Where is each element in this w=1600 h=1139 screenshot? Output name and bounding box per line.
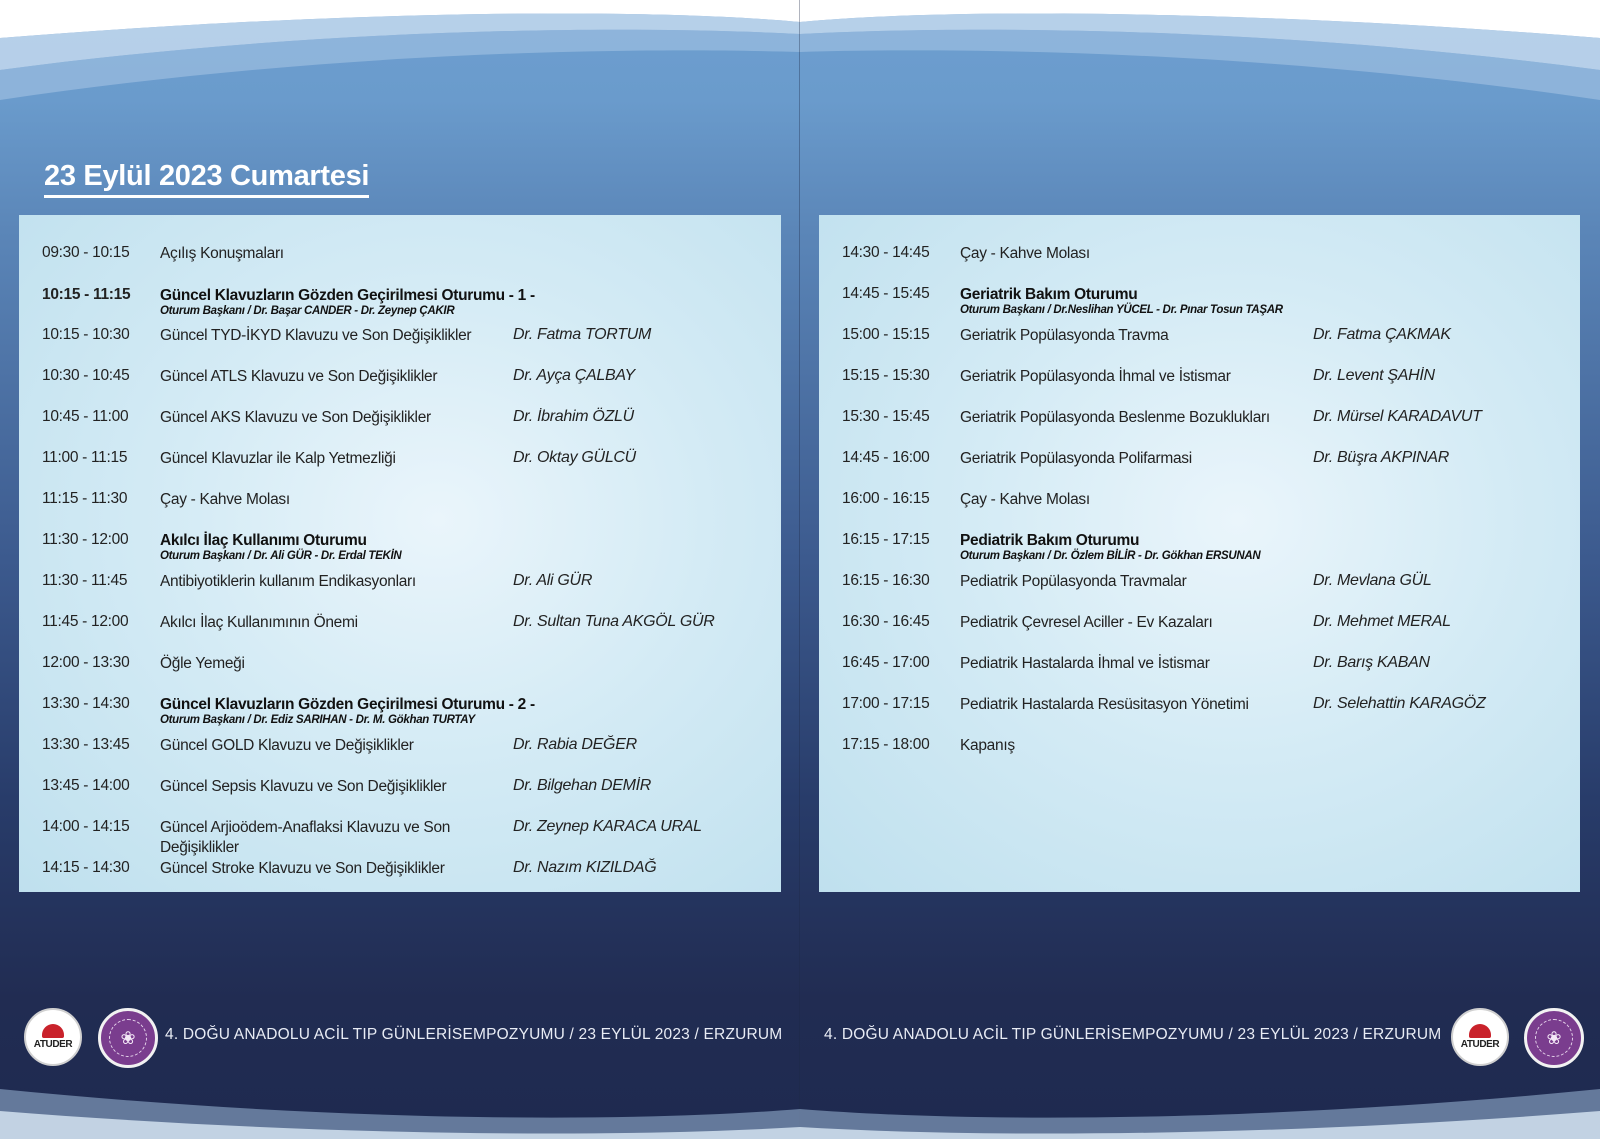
row-title: Pediatrik Çevresel Aciller - Ev Kazaları xyxy=(960,614,1213,631)
session-chair: Oturum Başkanı / Dr.Neslihan YÜCEL - Dr. Pınar Tosun TAŞAR xyxy=(960,304,1283,316)
session-chair: Oturum Başkanı / Dr. Başar CANDER - Dr. Zeynep ÇAKIR xyxy=(160,305,455,317)
row-title: Pediatrik Popülasyonda Travmalar xyxy=(960,573,1187,590)
row-title: Geriatrik Popülasyonda İhmal ve İstismar xyxy=(960,368,1231,385)
row-title: Antibiyotiklerin kullanım Endikasyonları xyxy=(160,573,416,590)
row-time: 09:30 - 10:15 xyxy=(42,244,130,261)
row-title: Güncel GOLD Klavuzu ve Değişiklikler xyxy=(160,737,414,754)
row-speaker: Dr. Büşra AKPINAR xyxy=(1313,449,1449,466)
session-title: Geriatrik Bakım Oturumu xyxy=(960,286,1138,303)
row-speaker: Dr. Sultan Tuna AKGÖL GÜR xyxy=(513,613,715,630)
row-speaker: Dr. Ayça ÇALBAY xyxy=(513,367,635,384)
session-chair: Oturum Başkanı / Dr. Ediz SARIHAN - Dr. M. Gökhan TURTAY xyxy=(160,714,475,726)
row-time: 14:00 - 14:15 xyxy=(42,818,130,835)
page-spine xyxy=(799,0,800,1139)
schedule-panel-right xyxy=(819,215,1580,892)
row-title: Pediatrik Hastalarda İhmal ve İstismar xyxy=(960,655,1210,672)
row-time: 13:45 - 14:00 xyxy=(42,777,130,794)
row-speaker: Dr. Oktay GÜLCÜ xyxy=(513,449,636,466)
row-time: 16:15 - 16:30 xyxy=(842,572,930,589)
row-time: 16:00 - 16:15 xyxy=(842,490,930,507)
atuder-mark-icon xyxy=(1469,1024,1491,1038)
row-title: Güncel Sepsis Klavuzu ve Son Değişiklikler xyxy=(160,778,447,795)
row-title: Pediatrik Hastalarda Resüsitasyon Yönetimi xyxy=(960,696,1249,713)
row-speaker: Dr. Zeynep KARACA URAL xyxy=(513,818,702,835)
row-speaker: Dr. Ali GÜR xyxy=(513,572,593,589)
row-speaker: Dr. Nazım KIZILDAĞ xyxy=(513,859,657,876)
row-title: Güncel Arjioödem-Anaflaksi Klavuzu ve Son Değişiklikler xyxy=(160,819,451,856)
row-title: Akılcı İlaç Kullanımının Önemi xyxy=(160,614,358,631)
row-time: 16:15 - 17:15 xyxy=(842,531,930,548)
row-time: 11:00 - 11:15 xyxy=(42,449,128,466)
atuder-logo-text: ATUDER xyxy=(1460,1039,1500,1050)
row-time: 15:00 - 15:15 xyxy=(842,326,930,343)
row-time: 13:30 - 14:30 xyxy=(42,695,130,712)
row-speaker: Dr. İbrahim ÖZLÜ xyxy=(513,408,634,425)
seal-emblem-icon: ❀ xyxy=(109,1019,147,1057)
row-time: 11:30 - 11:45 xyxy=(42,572,128,589)
row-time: 14:30 - 14:45 xyxy=(842,244,930,261)
row-title: Güncel ATLS Klavuzu ve Son Değişiklikler xyxy=(160,368,438,385)
row-speaker: Dr. Mürsel KARADAVUT xyxy=(1313,408,1482,425)
row-title: Öğle Yemeği xyxy=(160,655,245,672)
row-time: 10:15 - 11:15 xyxy=(42,286,131,303)
row-time: 15:30 - 15:45 xyxy=(842,408,930,425)
row-title: Geriatrik Popülasyonda Beslenme Bozuklukları xyxy=(960,409,1270,426)
row-title: Kapanış xyxy=(960,737,1015,754)
row-title: Güncel Klavuzlar ile Kalp Yetmezliği xyxy=(160,450,396,467)
row-speaker: Dr. Selehattin KARAGÖZ xyxy=(1313,695,1486,712)
footer-event-text-right: 4. DOĞU ANADOLU ACİL TIP GÜNLERİSEMPOZYUMU / 23 EYLÜL 2023 / ERZURUM xyxy=(824,1026,1442,1043)
bottom-decorative-curve xyxy=(0,1049,1600,1139)
row-time: 13:30 - 13:45 xyxy=(42,736,130,753)
schedule-panel-left xyxy=(19,215,781,892)
session-chair: Oturum Başkanı / Dr. Özlem BİLİR - Dr. Gökhan ERSUNAN xyxy=(960,550,1261,562)
session-chair: Oturum Başkanı / Dr. Ali GÜR - Dr. Erdal TEKİN xyxy=(160,550,402,562)
row-title: Güncel TYD-İKYD Klavuzu ve Son Değişiklikler xyxy=(160,327,472,344)
row-time: 10:45 - 11:00 xyxy=(42,408,129,425)
row-time: 14:15 - 14:30 xyxy=(42,859,130,876)
row-speaker: Dr. Mehmet MERAL xyxy=(1313,613,1451,630)
row-speaker: Dr. Rabia DEĞER xyxy=(513,736,637,753)
page-title: 23 Eylül 2023 Cumartesi xyxy=(44,160,369,198)
row-title: Güncel Stroke Klavuzu ve Son Değişiklikler xyxy=(160,860,445,877)
row-time: 12:00 - 13:30 xyxy=(42,654,130,671)
session-title: Güncel Klavuzların Gözden Geçirilmesi Oturumu - 2 - xyxy=(160,696,535,713)
row-title: Çay - Kahve Molası xyxy=(960,491,1090,508)
row-time: 11:30 - 12:00 xyxy=(42,531,129,548)
session-title: Pediatrik Bakım Oturumu xyxy=(960,532,1140,549)
atuder-mark-icon xyxy=(42,1024,64,1038)
row-time: 14:45 - 16:00 xyxy=(842,449,930,466)
row-speaker: Dr. Mevlana GÜL xyxy=(1313,572,1432,589)
row-speaker: Dr. Barış KABAN xyxy=(1313,654,1430,671)
row-speaker: Dr. Fatma TORTUM xyxy=(513,326,652,343)
row-time: 14:45 - 15:45 xyxy=(842,285,930,302)
row-speaker: Dr. Levent ŞAHİN xyxy=(1313,367,1435,384)
row-time: 16:30 - 16:45 xyxy=(842,613,930,630)
row-time: 10:30 - 10:45 xyxy=(42,367,130,384)
atuder-logo-text: ATUDER xyxy=(33,1039,73,1050)
row-time: 17:15 - 18:00 xyxy=(842,736,930,753)
row-time: 17:00 - 17:15 xyxy=(842,695,930,712)
row-title: Geriatrik Popülasyonda Travma xyxy=(960,327,1169,344)
row-time: 15:15 - 15:30 xyxy=(842,367,930,384)
row-time: 11:15 - 11:30 xyxy=(42,490,128,507)
row-title: Çay - Kahve Molası xyxy=(960,245,1090,262)
row-title: Geriatrik Popülasyonda Polifarmasi xyxy=(960,450,1192,467)
row-time: 10:15 - 10:30 xyxy=(42,326,130,343)
row-speaker: Dr. Fatma ÇAKMAK xyxy=(1313,326,1451,343)
footer-event-text-left: 4. DOĞU ANADOLU ACİL TIP GÜNLERİSEMPOZYUMU / 23 EYLÜL 2023 / ERZURUM xyxy=(165,1026,783,1043)
session-title: Güncel Klavuzların Gözden Geçirilmesi Oturumu - 1 - xyxy=(160,287,535,304)
row-speaker: Dr. Bilgehan DEMİR xyxy=(513,777,652,794)
row-title: Çay - Kahve Molası xyxy=(160,491,290,508)
row-title: Açılış Konuşmaları xyxy=(160,245,284,262)
seal-emblem-icon: ❀ xyxy=(1535,1019,1573,1057)
top-decorative-curve xyxy=(0,0,1600,110)
session-title: Akılcı İlaç Kullanımı Oturumu xyxy=(160,532,367,549)
row-time: 11:45 - 12:00 xyxy=(42,613,129,630)
row-time: 16:45 - 17:00 xyxy=(842,654,930,671)
row-title: Güncel AKS Klavuzu ve Son Değişiklikler xyxy=(160,409,431,426)
